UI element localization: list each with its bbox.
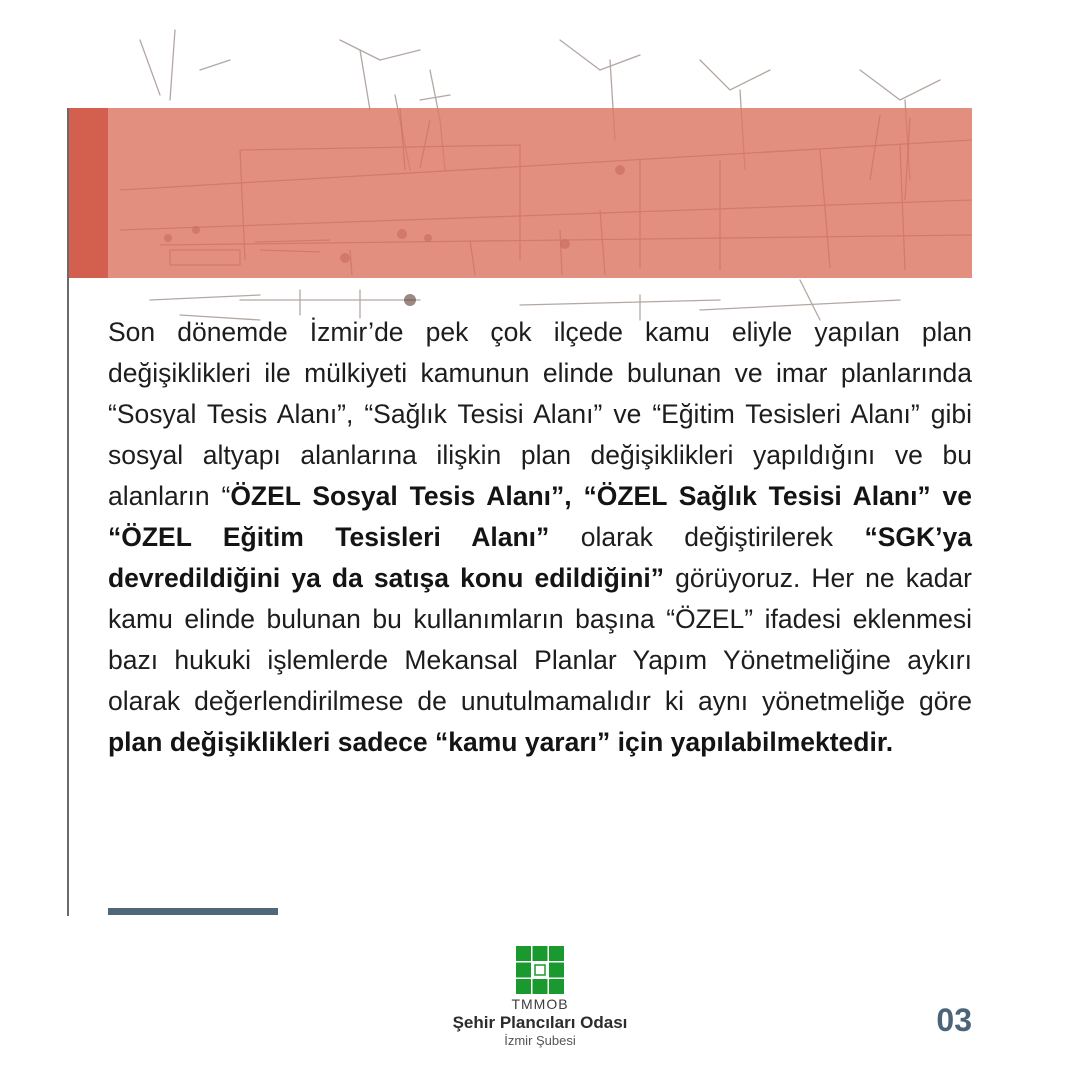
bold-special-zones: ÖZEL Sosyal Tesis Alanı”, “ÖZEL Sağlık Tesisi Alanı” ve “ÖZEL Eğitim Tesisleri Alanı” — [108, 481, 972, 552]
bold-public-interest: plan değişiklikleri sadece “kamu yararı” için yapılabilmektedir. — [108, 727, 894, 757]
body-paragraph — [108, 312, 972, 763]
logo-chamber: Şehir Plancıları Odası — [452, 1013, 628, 1032]
tmmob-logo-icon — [516, 946, 564, 994]
logo-org: TMMOB — [511, 996, 569, 1012]
body-text-run-3: görüyoruz. Her ne kadar kamu elinde bulunan bu kullanımların başına “ÖZEL” ifadesi eklenmesi bazı hukuki işlemlerde Mekansal Planlar Yapım Yönetmeliğine aykırı olarak değerlendirilmese de unutulmamalıdır ki aynı yönetmeliğe göre — [108, 563, 972, 716]
body-text-run-1: Son dönemde İzmir’de pek çok ilçede kamu eliyle yapılan plan değişiklikleri ile mülkiyeti kamunun elinde bulunan ve imar planlarında “Sosyal Tesis Alanı”, “Sağlık Tesisi Alanı” ve “Eğitim Tesisleri Alanı” gibi sosyal altyapı alanlarına ilişkin plan değişiklikleri yapıldığını ve bu alanların “ — [108, 317, 972, 511]
color-banner — [108, 108, 972, 278]
bold-sgk-transfer: “SGK’ya devredildiğini ya da satışa konu edildiğini” — [108, 522, 972, 593]
accent-underline-bar — [108, 908, 278, 915]
logo-text — [420, 996, 660, 1049]
logo-branch: İzmir Şubesi — [504, 1033, 576, 1048]
body-text-run-2: olarak değiştirilerek — [549, 522, 865, 552]
left-vertical-rule — [67, 108, 69, 916]
banner-accent-block — [68, 108, 108, 278]
page-number: 03 — [936, 1002, 972, 1038]
